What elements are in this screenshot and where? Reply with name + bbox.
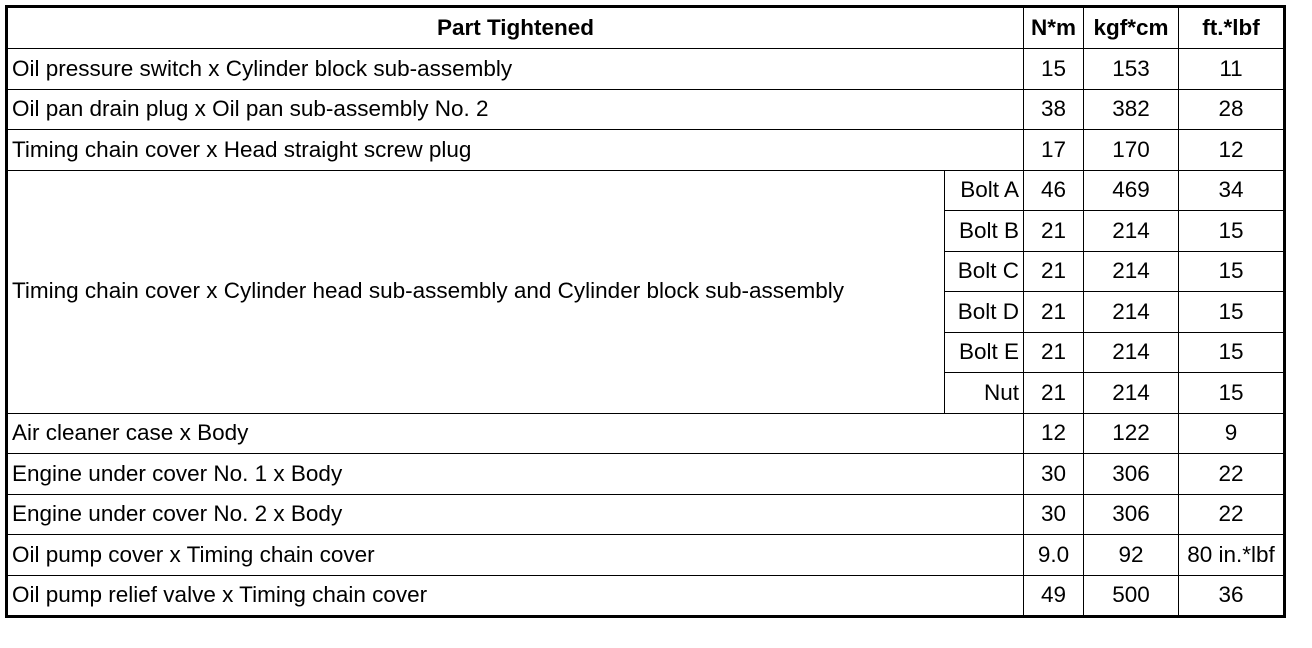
torque-specification-table — [5, 5, 1286, 618]
table-row — [7, 494, 1285, 535]
part-cell: Oil pump cover x Timing chain cover — [7, 535, 1024, 576]
ft-lbf-cell: 15 — [1179, 292, 1285, 333]
header-kgf-cm: kgf*cm — [1084, 7, 1179, 49]
part-cell: Oil pump relief valve x Timing chain cover — [7, 575, 1024, 617]
nm-cell: 46 — [1024, 170, 1084, 211]
ft-lbf-cell: 15 — [1179, 373, 1285, 414]
kgf-cell: 306 — [1084, 454, 1179, 495]
nm-cell: 21 — [1024, 332, 1084, 373]
kgf-cell: 214 — [1084, 251, 1179, 292]
table-row — [7, 413, 1285, 454]
part-cell: Engine under cover No. 1 x Body — [7, 454, 1024, 495]
part-cell: Air cleaner case x Body — [7, 413, 1024, 454]
header-ft-lbf: ft.*lbf — [1179, 7, 1285, 49]
kgf-cell: 500 — [1084, 575, 1179, 617]
kgf-cell: 214 — [1084, 332, 1179, 373]
nm-cell: 38 — [1024, 89, 1084, 130]
nm-cell: 12 — [1024, 413, 1084, 454]
nm-cell: 21 — [1024, 292, 1084, 333]
nm-cell: 21 — [1024, 251, 1084, 292]
kgf-cell: 122 — [1084, 413, 1179, 454]
nm-cell: 49 — [1024, 575, 1084, 617]
ft-lbf-cell: 15 — [1179, 211, 1285, 252]
ft-lbf-cell: 12 — [1179, 130, 1285, 171]
kgf-cell: 153 — [1084, 49, 1179, 90]
nm-cell: 21 — [1024, 211, 1084, 252]
nm-cell: 30 — [1024, 454, 1084, 495]
table-row — [7, 535, 1285, 576]
fastener-cell: Nut — [945, 373, 1024, 414]
ft-lbf-cell: 11 — [1179, 49, 1285, 90]
fastener-cell: Bolt E — [945, 332, 1024, 373]
ft-lbf-cell: 15 — [1179, 251, 1285, 292]
header-nm: N*m — [1024, 7, 1084, 49]
nm-cell: 30 — [1024, 494, 1084, 535]
kgf-cell: 469 — [1084, 170, 1179, 211]
part-cell-grouped: Timing chain cover x Cylinder head sub-assembly and Cylinder block sub-assembly — [7, 170, 945, 413]
part-cell: Oil pan drain plug x Oil pan sub-assembly No. 2 — [7, 89, 1024, 130]
nm-cell: 17 — [1024, 130, 1084, 171]
ft-lbf-cell: 22 — [1179, 494, 1285, 535]
nm-cell: 9.0 — [1024, 535, 1084, 576]
kgf-cell: 214 — [1084, 211, 1179, 252]
fastener-cell: Bolt D — [945, 292, 1024, 333]
torque-table-container — [5, 5, 1286, 618]
nm-cell: 15 — [1024, 49, 1084, 90]
part-cell: Oil pressure switch x Cylinder block sub-assembly — [7, 49, 1024, 90]
fastener-cell: Bolt C — [945, 251, 1024, 292]
ft-lbf-cell: 36 — [1179, 575, 1285, 617]
header-part-tightened: Part Tightened — [7, 7, 1024, 49]
kgf-cell: 306 — [1084, 494, 1179, 535]
part-cell: Timing chain cover x Head straight screw plug — [7, 130, 1024, 171]
kgf-cell: 170 — [1084, 130, 1179, 171]
table-row — [7, 575, 1285, 617]
kgf-cell: 214 — [1084, 373, 1179, 414]
ft-lbf-cell: 22 — [1179, 454, 1285, 495]
table-row — [7, 130, 1285, 171]
ft-lbf-cell: 9 — [1179, 413, 1285, 454]
header-row — [7, 7, 1285, 49]
kgf-cell: 382 — [1084, 89, 1179, 130]
table-row — [7, 170, 1285, 211]
ft-lbf-cell: 15 — [1179, 332, 1285, 373]
ft-lbf-cell: 80 in.*lbf — [1179, 535, 1285, 576]
ft-lbf-cell: 28 — [1179, 89, 1285, 130]
table-row — [7, 454, 1285, 495]
nm-cell: 21 — [1024, 373, 1084, 414]
table-row — [7, 89, 1285, 130]
fastener-cell: Bolt A — [945, 170, 1024, 211]
kgf-cell: 92 — [1084, 535, 1179, 576]
ft-lbf-cell: 34 — [1179, 170, 1285, 211]
table-row — [7, 49, 1285, 90]
fastener-cell: Bolt B — [945, 211, 1024, 252]
kgf-cell: 214 — [1084, 292, 1179, 333]
part-cell: Engine under cover No. 2 x Body — [7, 494, 1024, 535]
